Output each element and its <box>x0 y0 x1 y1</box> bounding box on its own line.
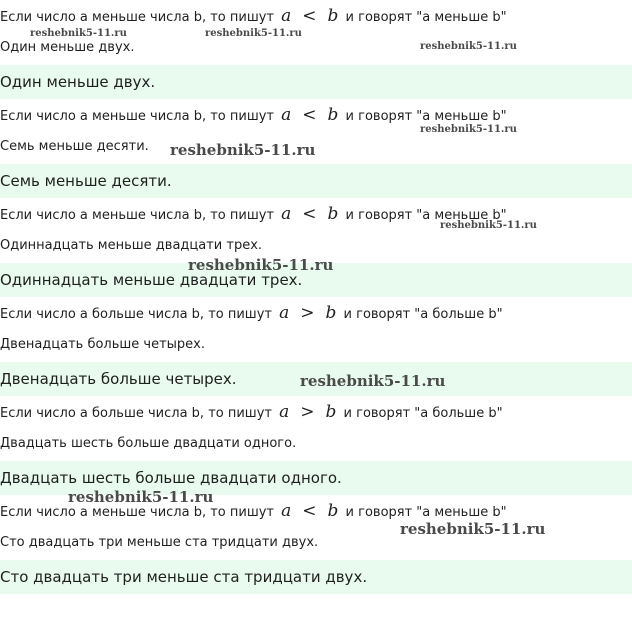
answer-line: Сто двадцать три меньше ста тридцати двух. <box>0 560 632 594</box>
example-line: Сто двадцать три меньше ста тридцати двух. <box>0 535 319 550</box>
comparison-sign: < <box>302 501 317 521</box>
watermark: reshebnik5-11.ru <box>420 41 517 52</box>
watermark: reshebnik5-11.ru <box>68 488 214 506</box>
watermark: reshebnik5-11.ru <box>205 28 302 39</box>
comparison-sign: < <box>302 6 317 26</box>
answer-line: Семь меньше десяти. <box>0 164 632 198</box>
rule-line <box>0 400 632 424</box>
variable-a: a <box>281 6 292 26</box>
answer-line: Двенадцать больше четырех. <box>0 362 632 396</box>
example-line: Семь меньше десяти. <box>0 139 149 154</box>
rule-suffix: и говорят "а больше b" <box>343 307 503 322</box>
comparison-sign: > <box>300 402 315 422</box>
variable-b: b <box>327 501 339 521</box>
watermark: reshebnik5-11.ru <box>188 256 334 274</box>
rule-prefix: Если число а меньше числа b, то пишут <box>0 109 274 124</box>
rule-line <box>0 202 632 226</box>
rule-suffix: и говорят "а меньше b" <box>345 109 507 124</box>
watermark: reshebnik5-11.ru <box>170 141 316 159</box>
watermark: reshebnik5-11.ru <box>300 372 446 390</box>
variable-b: b <box>325 402 337 422</box>
rule-prefix: Если число а больше числа b, то пишут <box>0 307 272 322</box>
variable-a: a <box>279 402 290 422</box>
answer-line: Один меньше двух. <box>0 65 632 99</box>
example-line: Одиннадцать меньше двадцати трех. <box>0 238 263 253</box>
answer-line: Одиннадцать меньше двадцати трех. <box>0 263 632 297</box>
watermark: reshebnik5-11.ru <box>440 220 537 231</box>
variable-b: b <box>327 204 339 224</box>
example-line: Двенадцать больше четырех. <box>0 337 206 352</box>
variable-b: b <box>327 105 339 125</box>
variable-a: a <box>279 303 290 323</box>
variable-a: a <box>281 204 292 224</box>
rule-line <box>0 103 632 127</box>
variable-b: b <box>325 303 337 323</box>
comparison-sign: < <box>302 204 317 224</box>
rule-prefix: Если число а меньше числа b, то пишут <box>0 10 274 25</box>
variable-a: a <box>281 501 292 521</box>
watermark: reshebnik5-11.ru <box>420 124 517 135</box>
rule-suffix: и говорят "а меньше b" <box>345 505 507 520</box>
watermark: reshebnik5-11.ru <box>400 520 546 538</box>
rule-suffix: и говорят "а меньше b" <box>345 10 507 25</box>
rule-line <box>0 4 632 28</box>
watermark: reshebnik5-11.ru <box>30 28 127 39</box>
answer-line: Двадцать шесть больше двадцати одного. <box>0 461 632 495</box>
rule-prefix: Если число а больше числа b, то пишут <box>0 406 272 421</box>
rule-prefix: Если число а меньше числа b, то пишут <box>0 505 274 520</box>
rule-suffix: и говорят "а больше b" <box>343 406 503 421</box>
rule-prefix: Если число а меньше числа b, то пишут <box>0 208 274 223</box>
variable-a: a <box>281 105 292 125</box>
variable-b: b <box>327 6 339 26</box>
example-line: Двадцать шесть больше двадцати одного. <box>0 436 297 451</box>
rule-suffix: и говорят "а меньше b" <box>345 208 507 223</box>
rule-line <box>0 301 632 325</box>
comparison-sign: < <box>302 105 317 125</box>
example-line: Один меньше двух. <box>0 40 135 55</box>
comparison-sign: > <box>300 303 315 323</box>
